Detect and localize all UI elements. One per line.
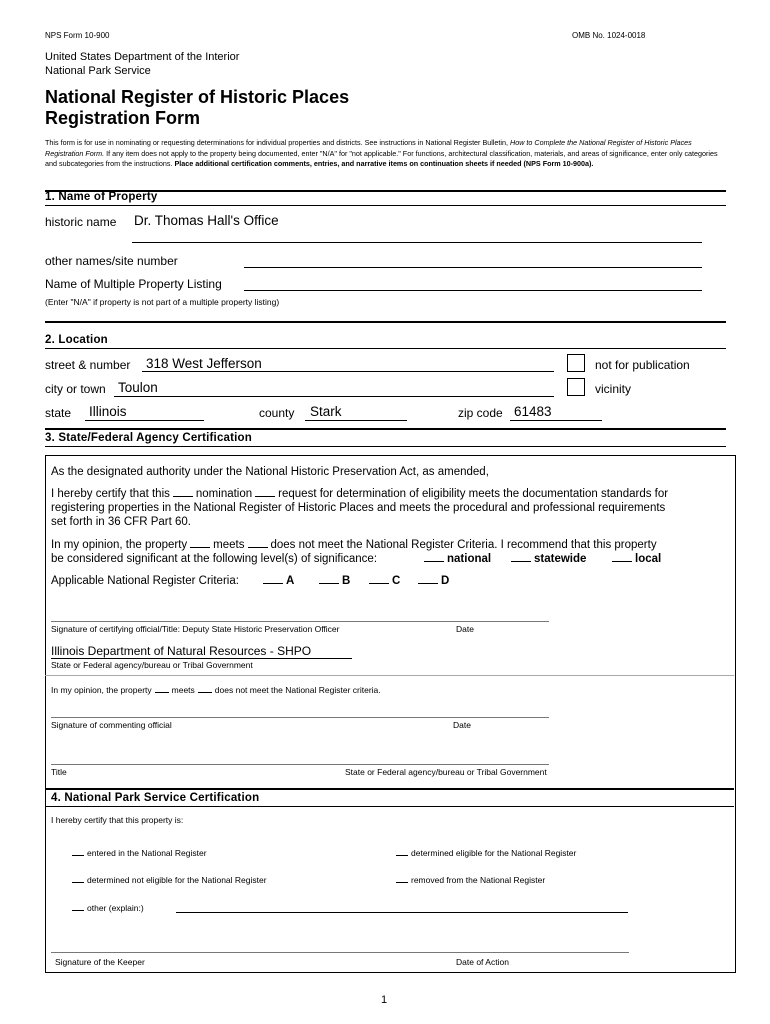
date-of-action-label: Date of Action [456,957,509,967]
signature-line [51,764,549,765]
multiple-listing-note: (Enter "N/A" if property is not part of a multiple property listing) [45,297,280,307]
section-divider [45,321,726,323]
street-line [142,371,554,372]
section-divider [45,428,726,430]
commenting-signature-label: Signature of commenting official [51,720,172,730]
certifying-signature-label: Signature of certifying official/Title: Deputy State Historic Preservation Officer [51,624,340,634]
commenting-date-label: Date [453,720,471,730]
certification-box [45,455,736,973]
agency-line [51,658,352,659]
page-number: 1 [381,994,388,1006]
department-name: United States Department of the Interior [45,51,240,63]
criterion-c[interactable]: C [366,574,400,588]
cert-paragraph-3b: be considered significant at the following level(s) of significance: [51,553,378,565]
state-line [85,420,204,421]
state-value[interactable]: Illinois [89,404,127,419]
cert-paragraph-2c: set forth in 36 CFR Part 60. [51,516,191,528]
opinion-text: In my opinion, the property meets does not meet the National Register criteria. [51,685,381,695]
city-value[interactable]: Toulon [118,380,158,395]
historic-name-value[interactable]: Dr. Thomas Hall's Office [134,213,279,228]
signature-line [51,717,549,718]
intro-text: This form is for use in nominating or requesting determinations for individual properties and districts. See instructions in National Register Bulletin, How to Complete the National Register of Historic Places Registration Form. If any item does not apply to the property being documented, enter "N/A" for "not applicable." For functions, architectural classification, materials, and areas of significance, enter only categories and subcategories from the instructions. Place additional certification comments, entries, and narrative items on continuation sheets if needed (NPS Form 10-900a). [45,138,718,168]
vicinity-label: vicinity [595,382,632,396]
section-underline [45,806,734,807]
signature-line [51,621,549,622]
city-label: city or town [45,382,106,396]
agency-label-2: State or Federal agency/bureau or Tribal Government [345,767,547,777]
cert-paragraph-2b: registering properties in the National Register of Historic Places and meets the procedural and professional requirements [51,502,666,514]
form-title: National Register of Historic Places [45,87,350,107]
form-number: NPS Form 10-900 [45,31,110,40]
agency-value[interactable]: Illinois Department of Natural Resources - SHPO [51,644,312,658]
option-other[interactable]: other (explain:) [72,903,144,913]
level-national[interactable]: national [421,552,491,566]
section-divider [45,788,734,790]
county-label: county [259,406,295,420]
not-for-publication-label: not for publication [595,358,690,372]
section-underline [45,446,726,447]
level-local[interactable]: local [609,552,661,566]
cert-paragraph-1: As the designated authority under the National Historic Preservation Act, as amended, [51,466,489,478]
not-for-publication-checkbox[interactable] [567,354,585,372]
box-divider [45,675,734,676]
criteria-label: Applicable National Register Criteria: [51,575,239,587]
signature-line [51,952,629,953]
section1-heading: 1. Name of Property [45,191,158,203]
section2-heading: 2. Location [45,334,108,346]
vicinity-checkbox[interactable] [567,378,585,396]
multiple-listing-label: Name of Multiple Property Listing [45,277,222,291]
city-line [114,396,554,397]
form-subtitle: Registration Form [45,108,201,128]
zip-label: zip code [458,406,503,420]
historic-name-label: historic name [45,215,117,229]
zip-line [510,420,602,421]
certifying-date-label: Date [456,624,474,634]
section3-heading: 3. State/Federal Agency Certification [45,432,253,444]
cert-paragraph-3: In my opinion, the property meets does not meet the National Register Criteria. I recommend that this property [51,539,657,551]
county-value[interactable]: Stark [310,404,342,419]
street-value[interactable]: 318 West Jefferson [146,356,262,371]
criterion-b[interactable]: B [316,574,350,588]
option-removed[interactable]: removed from the National Register [396,875,545,885]
cert-paragraph-2: I hereby certify that this nomination request for determination of eligibility meets the documentation standards for [51,488,669,500]
omb-number: OMB No. 1024-0018 [572,31,646,40]
nps-certify-text: I hereby certify that this property is: [51,815,184,825]
multiple-listing-line [244,290,702,291]
section-underline [45,205,726,206]
historic-name-line [132,242,702,243]
other-explain-line [176,912,628,913]
criterion-a[interactable]: A [260,574,294,588]
section-underline [45,348,726,349]
county-line [305,420,407,421]
zip-value[interactable]: 61483 [514,404,552,419]
state-label: state [45,406,72,420]
other-names-label: other names/site number [45,254,178,268]
option-not-eligible[interactable]: determined not eligible for the National Register [72,875,267,885]
street-label: street & number [45,358,131,372]
criterion-d[interactable]: D [415,574,449,588]
service-name: National Park Service [45,65,151,77]
option-eligible[interactable]: determined eligible for the National Register [396,848,576,858]
section4-heading: 4. National Park Service Certification [51,792,260,804]
agency-label: State or Federal agency/bureau or Tribal Government [51,660,253,670]
level-statewide[interactable]: statewide [508,552,586,566]
other-names-line [244,267,702,268]
title-label: Title [51,767,67,777]
keeper-signature-label: Signature of the Keeper [55,957,145,967]
option-entered[interactable]: entered in the National Register [72,848,207,858]
